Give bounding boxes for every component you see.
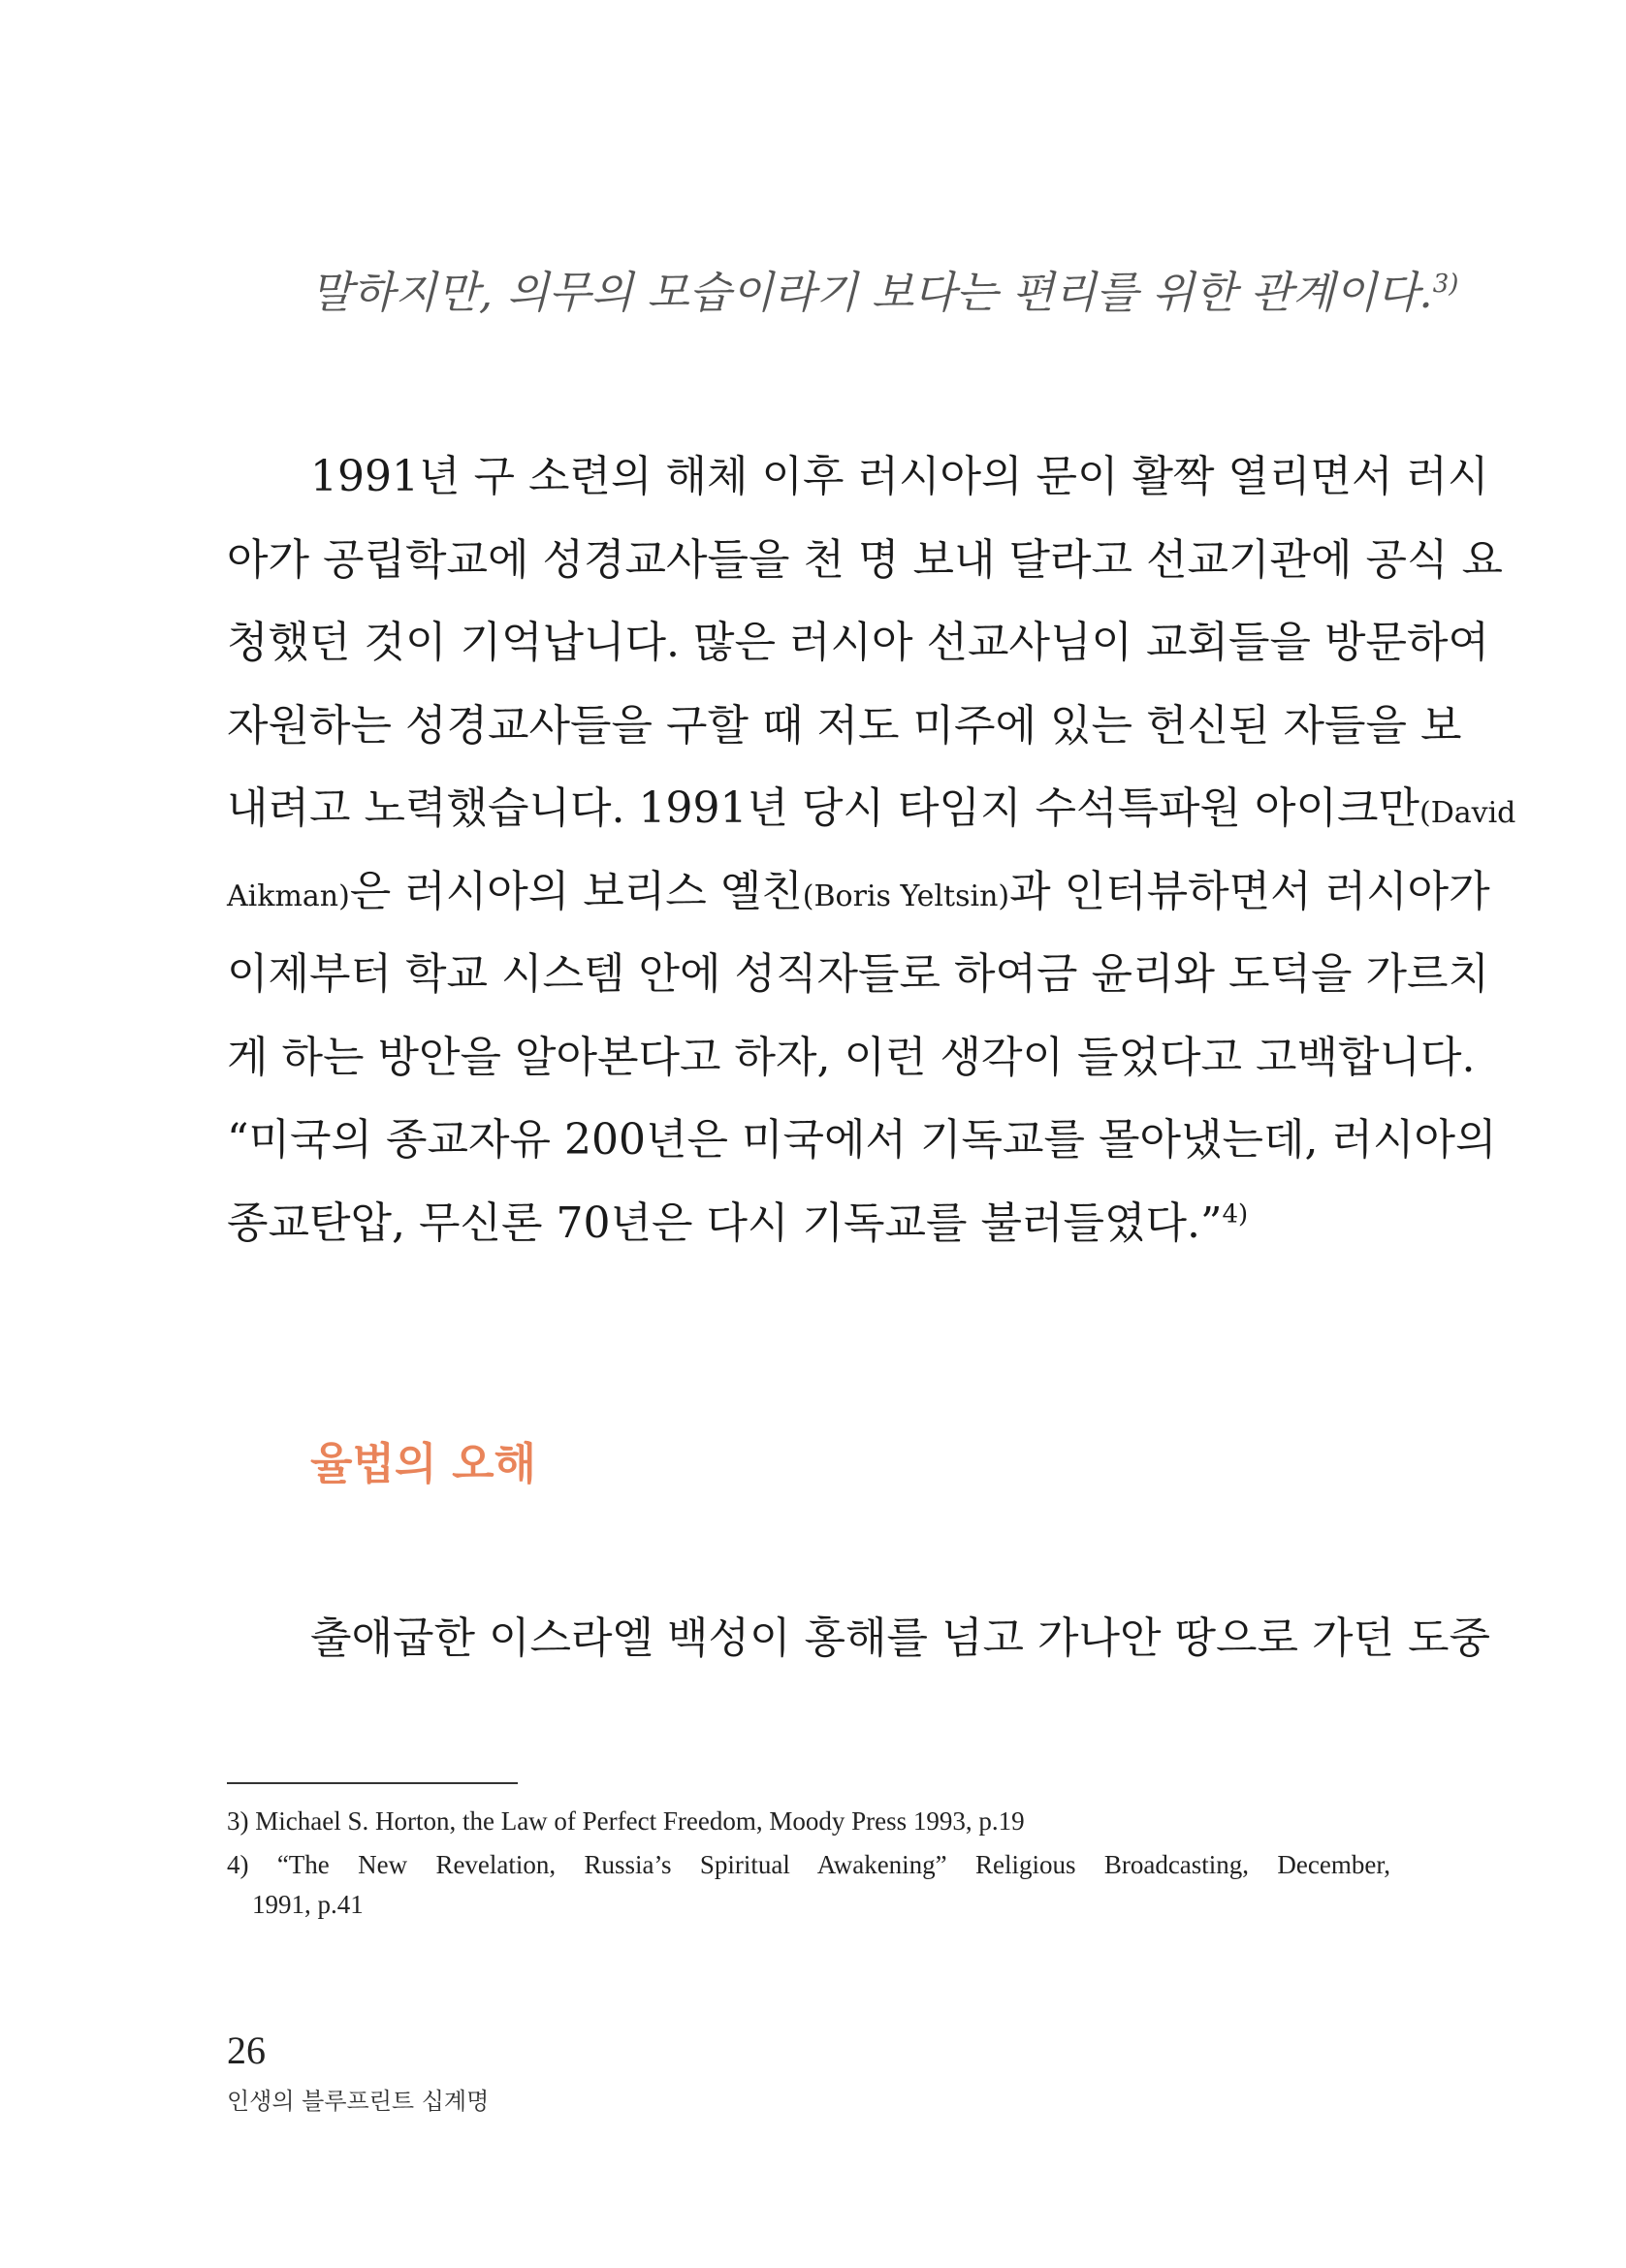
paragraph-line-9: “미국의 종교자유 200년은 미국에서 기독교를 몰아냈는데, 러시아의 bbox=[227, 1115, 1497, 1165]
footnote-divider bbox=[227, 1782, 518, 1784]
name-david: (David bbox=[1419, 796, 1516, 830]
paragraph-line-6 bbox=[227, 863, 1490, 926]
section-heading: 율법의 오해 bbox=[310, 1438, 537, 1489]
paragraph-line-10 bbox=[227, 1195, 1248, 1253]
paragraph-line-6-text-b: 과 인터뷰하면서 러시아가 bbox=[1009, 867, 1490, 916]
name-aikman: Aikman) bbox=[227, 879, 350, 913]
paragraph-line-2: 아가 공립학교에 성경교사들을 천 명 보내 달라고 선교기관에 공식 요 bbox=[227, 535, 1503, 585]
footnote-3: 3) Michael S. Horton, the Law of Perfect Freedom, Moody Press 1993, p.19 bbox=[227, 1806, 1025, 1836]
footnote-4-continued: 1991, p.41 bbox=[252, 1890, 364, 1919]
footnote-4: 4) “The New Revelation, Russia’s Spiritual Awakening” Religious Broadcasting, December, bbox=[227, 1850, 1390, 1879]
page-number: 26 bbox=[227, 2028, 266, 2072]
quote-text: 말하지만, 의무의 모습이라기 보다는 편리를 위한 관계이다. bbox=[310, 267, 1433, 318]
name-boris-yeltsin: (Boris Yeltsin) bbox=[802, 879, 1010, 913]
paragraph-line-1: 1991년 구 소련의 해체 이후 러시아의 문이 활짝 열리면서 러시 bbox=[310, 452, 1489, 501]
footnote-ref-3: 3) bbox=[1432, 270, 1459, 299]
paragraph-line-5 bbox=[227, 780, 1516, 843]
paragraph-line-6-text-a: 은 러시아의 보리스 옐친 bbox=[349, 867, 803, 916]
paragraph-line-5-text: 내려고 노력했습니다. 1991년 당시 타임지 수석특파원 아이크만 bbox=[227, 783, 1419, 833]
paragraph-line-3: 청했던 것이 기억납니다. 많은 러시아 선교사님이 교회들을 방문하여 bbox=[227, 618, 1489, 667]
paragraph-line-8: 게 하는 방안을 알아본다고 하자, 이런 생각이 들었다고 고백합니다. bbox=[227, 1033, 1476, 1082]
paragraph-line-4: 자원하는 성경교사들을 구할 때 저도 미주에 있는 헌신된 자들을 보 bbox=[227, 701, 1462, 751]
paragraph-line-10-text: 종교탄압, 무신론 70년은 다시 기독교를 불러들였다.” bbox=[227, 1198, 1223, 1248]
quote-line bbox=[310, 264, 1459, 322]
book-title: 인생의 블루프린트 십계명 bbox=[227, 2088, 490, 2115]
footnote-ref-4: 4) bbox=[1222, 1199, 1249, 1230]
paragraph2-line-1: 출애굽한 이스라엘 백성이 홍해를 넘고 가나안 땅으로 가던 도중 bbox=[310, 1613, 1490, 1663]
paragraph-line-7: 이제부터 학교 시스템 안에 성직자들로 하여금 윤리와 도덕을 가르치 bbox=[227, 949, 1489, 999]
